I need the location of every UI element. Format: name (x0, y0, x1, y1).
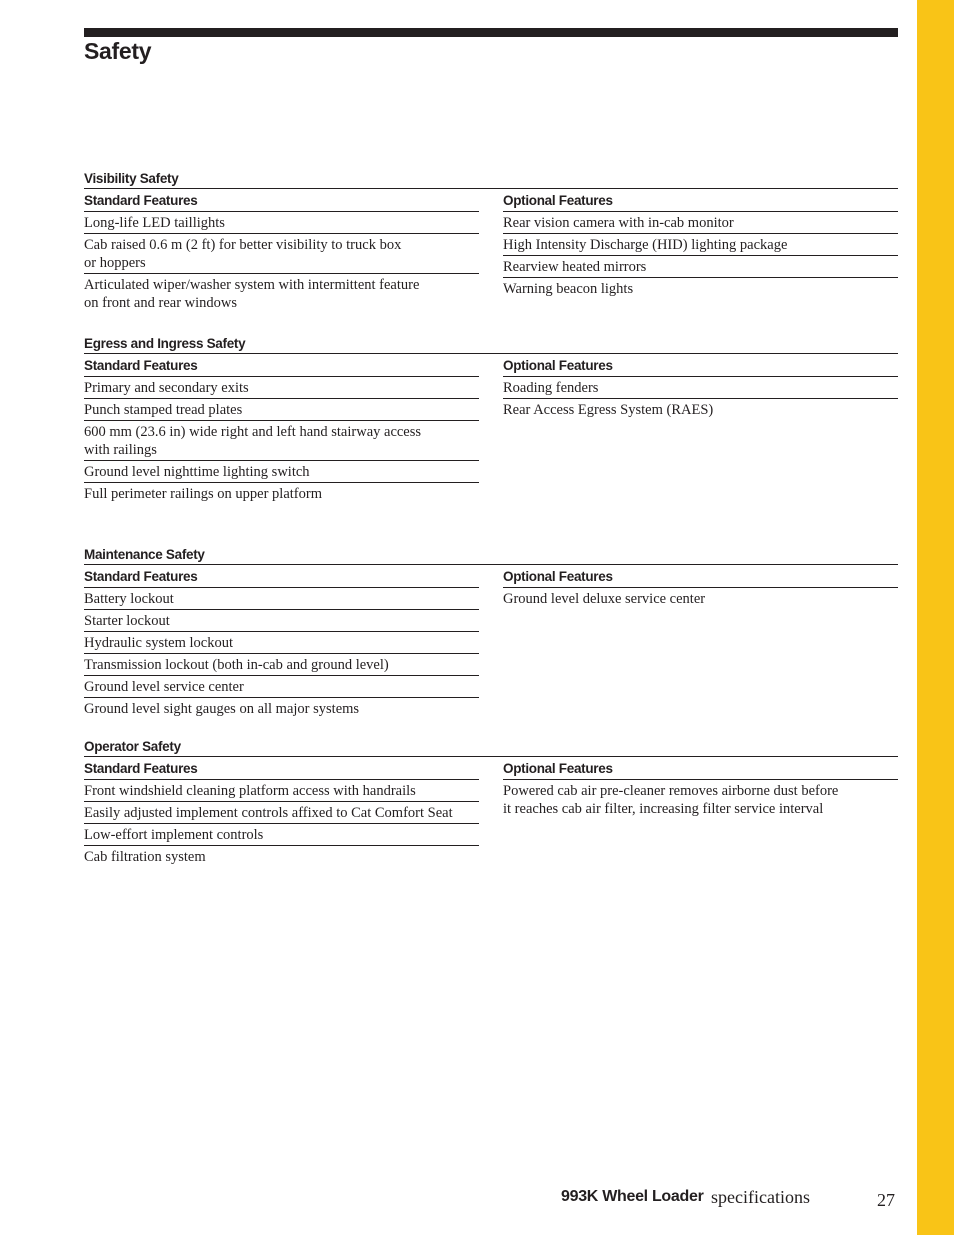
feature-list (503, 212, 898, 299)
page-title: Safety (84, 38, 152, 64)
footer-suffix: specifications (711, 1187, 810, 1207)
feature-item: Full perimeter railings on upper platform (84, 486, 322, 502)
section-title: Operator Safety (84, 738, 898, 757)
feature-item-line: with railings (84, 442, 157, 458)
feature-item (84, 234, 479, 274)
optional-features-column (503, 189, 898, 313)
feature-item: High Intensity Discharge (HID) lighting package (503, 234, 898, 256)
optional-features-column (503, 757, 898, 867)
standard-features-column (84, 189, 479, 313)
feature-item-line: Powered cab air pre-cleaner removes airborne dust before (503, 783, 839, 799)
feature-item-line: or hoppers (84, 255, 146, 271)
feature-item: Front windshield cleaning platform access with handrails (84, 780, 479, 802)
feature-item-line: 600 mm (23.6 in) wide right and left hand stairway access (84, 424, 422, 440)
feature-item: Ground level deluxe service center (503, 591, 706, 607)
feature-item (84, 274, 479, 313)
feature-item: Low-effort implement controls (84, 824, 479, 846)
footer-product: 993K Wheel Loader (561, 1188, 704, 1205)
feature-item: Hydraulic system lockout (84, 632, 479, 654)
feature-section (84, 738, 898, 867)
feature-section (84, 335, 898, 504)
feature-list (503, 588, 898, 609)
column-header: Optional Features (503, 189, 898, 212)
feature-item: Rearview heated mirrors (503, 256, 898, 278)
column-header: Optional Features (503, 757, 898, 780)
feature-columns (84, 565, 898, 719)
feature-item: Starter lockout (84, 610, 479, 632)
feature-list (84, 212, 479, 313)
header-rule (84, 28, 898, 37)
feature-list (503, 377, 898, 420)
feature-item: Battery lockout (84, 588, 479, 610)
feature-item-line: on front and rear windows (84, 295, 238, 311)
feature-item: Primary and secondary exits (84, 377, 479, 399)
feature-section (84, 546, 898, 719)
feature-item: Rear vision camera with in-cab monitor (503, 212, 898, 234)
feature-columns (84, 189, 898, 313)
feature-item: Roading fenders (503, 377, 898, 399)
feature-list (84, 780, 479, 867)
feature-item (503, 780, 898, 819)
section-title: Egress and Ingress Safety (84, 335, 898, 354)
column-header: Standard Features (84, 565, 479, 588)
feature-item-line: Articulated wiper/washer system with intermittent feature (84, 277, 420, 293)
feature-list (84, 588, 479, 719)
feature-item: Ground level nighttime lighting switch (84, 461, 479, 483)
feature-item: Long-life LED taillights (84, 212, 479, 234)
feature-item: Cab filtration system (84, 849, 206, 865)
feature-columns (84, 757, 898, 867)
section-title: Maintenance Safety (84, 546, 898, 565)
optional-features-column (503, 565, 898, 719)
feature-item-line: it reaches cab air filter, increasing filter service interval (503, 801, 824, 817)
column-header: Standard Features (84, 354, 479, 377)
feature-item: Warning beacon lights (503, 281, 634, 297)
feature-item (84, 421, 479, 461)
standard-features-column (84, 354, 479, 504)
column-header: Standard Features (84, 189, 479, 212)
feature-list (84, 377, 479, 504)
column-header: Standard Features (84, 757, 479, 780)
feature-item: Transmission lockout (both in-cab and ground level) (84, 654, 479, 676)
feature-item: Ground level sight gauges on all major systems (84, 701, 360, 717)
feature-item-line: Cab raised 0.6 m (2 ft) for better visibility to truck box (84, 237, 402, 253)
feature-item: Rear Access Egress System (RAES) (503, 402, 714, 418)
feature-item: Ground level service center (84, 676, 479, 698)
standard-features-column (84, 565, 479, 719)
standard-features-column (84, 757, 479, 867)
feature-item: Easily adjusted implement controls affixed to Cat Comfort Seat (84, 802, 479, 824)
section-title: Visibility Safety (84, 170, 898, 189)
column-header: Optional Features (503, 565, 898, 588)
column-header: Optional Features (503, 354, 898, 377)
feature-columns (84, 354, 898, 504)
feature-section (84, 170, 898, 313)
yellow-edge-bar (917, 0, 954, 1235)
feature-item: Punch stamped tread plates (84, 399, 479, 421)
feature-list (503, 780, 898, 819)
page-number: 27 (877, 1190, 895, 1210)
optional-features-column (503, 354, 898, 504)
